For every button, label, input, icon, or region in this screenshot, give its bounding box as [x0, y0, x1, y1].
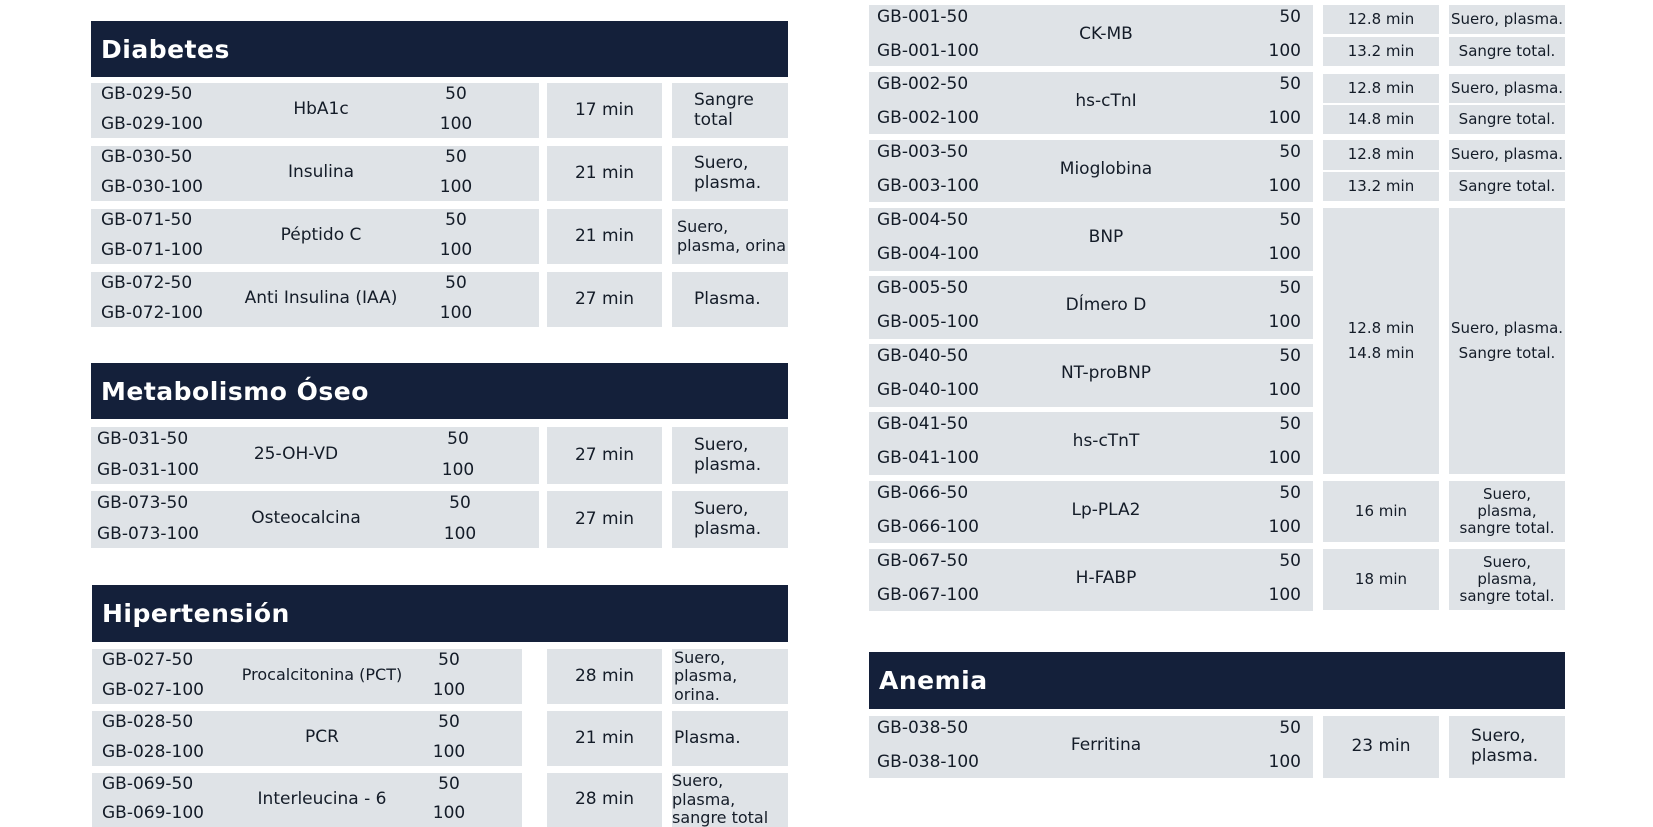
- product-code-100: GB-041-100: [877, 448, 979, 468]
- sample-type-100: Sangre total.: [1449, 172, 1565, 201]
- table-row: [91, 427, 539, 484]
- analyte-name: Anti Insulina (IAA): [244, 288, 398, 308]
- product-code-50: GB-073-50: [97, 493, 189, 513]
- quantity-50: 50: [1279, 278, 1301, 298]
- assay-time: 23 min: [1323, 716, 1439, 778]
- product-code-50: GB-040-50: [877, 346, 969, 366]
- quantity-100: 100: [432, 742, 466, 762]
- analyte-name: Insulina: [287, 162, 355, 182]
- product-code-50: GB-001-50: [877, 7, 969, 27]
- product-code-100: GB-071-100: [101, 240, 203, 260]
- table-row: [869, 208, 1313, 271]
- product-code-100: GB-073-100: [97, 524, 199, 544]
- table-row: [91, 146, 539, 201]
- sample-type-group: [1449, 208, 1565, 474]
- product-code-50: GB-028-50: [102, 712, 194, 732]
- sample-type: Plasma.: [672, 711, 788, 766]
- analyte-name: Lp-PLA2: [1071, 500, 1141, 520]
- product-code-100: GB-069-100: [102, 803, 204, 823]
- analyte-name: Mioglobina: [1059, 159, 1153, 179]
- quantity-50: 50: [1279, 210, 1301, 230]
- product-code-50: GB-029-50: [101, 84, 193, 104]
- analyte-name: HbA1c: [293, 99, 349, 119]
- quantity-50: 50: [1279, 718, 1301, 738]
- product-code-50: GB-005-50: [877, 278, 969, 298]
- assay-time-100: 13.2 min: [1323, 172, 1439, 201]
- quantity-100: 100: [1268, 108, 1301, 128]
- sample-type: Sangre total: [672, 83, 788, 138]
- sample-type: Plasma.: [672, 272, 788, 327]
- quantity-100: 100: [439, 177, 473, 197]
- table-row: [869, 412, 1313, 475]
- quantity-100: 100: [1268, 517, 1301, 537]
- quantity-50: 50: [438, 650, 460, 670]
- product-code-50: GB-004-50: [877, 210, 969, 230]
- quantity-50: 50: [447, 429, 469, 449]
- quantity-50: 50: [1279, 7, 1301, 27]
- quantity-50: 50: [445, 84, 467, 104]
- table-row: [92, 773, 522, 827]
- table-row: [869, 140, 1313, 202]
- analyte-name: DÍmero D: [1065, 295, 1147, 315]
- quantity-100: 100: [1268, 752, 1301, 772]
- table-row: [91, 209, 539, 264]
- assay-time-50: 12.8 min: [1323, 74, 1439, 103]
- quantity-50: 50: [438, 774, 460, 794]
- analyte-name: 25-OH-VD: [253, 444, 339, 464]
- product-code-100: GB-004-100: [877, 244, 979, 264]
- sample-type: Suero, plasma.: [672, 427, 788, 484]
- quantity-50: 50: [1279, 74, 1301, 94]
- product-code-100: GB-072-100: [101, 303, 203, 323]
- section-header-anemia: Anemia: [869, 652, 1565, 709]
- table-row: [869, 481, 1313, 543]
- analyte-name: CK-MB: [1079, 24, 1133, 44]
- quantity-50: 50: [438, 712, 460, 732]
- quantity-100: 100: [1268, 41, 1301, 61]
- sample-type-100: Sangre total.: [1449, 37, 1565, 66]
- analyte-name: H-FABP: [1075, 568, 1137, 588]
- product-code-50: GB-071-50: [101, 210, 193, 230]
- assay-time: 21 min: [547, 209, 662, 264]
- quantity-100: 100: [439, 114, 473, 134]
- product-code-100: GB-027-100: [102, 680, 204, 700]
- assay-time-50: 12.8 min: [1323, 5, 1439, 34]
- table-row: [869, 72, 1313, 134]
- quantity-100: 100: [432, 680, 466, 700]
- product-code-100: GB-029-100: [101, 114, 203, 134]
- sample-type-100: Sangre total.: [1458, 344, 1556, 362]
- quantity-100: 100: [439, 240, 473, 260]
- quantity-50: 50: [1279, 346, 1301, 366]
- assay-time: 28 min: [547, 649, 662, 704]
- product-code-50: GB-003-50: [877, 142, 969, 162]
- quantity-50: 50: [445, 273, 467, 293]
- product-code-50: GB-031-50: [97, 429, 189, 449]
- sample-type: Suero, plasma.: [1449, 716, 1565, 778]
- quantity-100: 100: [1268, 244, 1301, 264]
- product-code-50: GB-072-50: [101, 273, 193, 293]
- quantity-50: 50: [1279, 414, 1301, 434]
- analyte-name: hs-cTnI: [1075, 91, 1137, 111]
- assay-time: 27 min: [547, 491, 662, 548]
- sample-type: Suero, plasma, sangre total: [672, 773, 788, 827]
- product-code-100: GB-002-100: [877, 108, 979, 128]
- quantity-50: 50: [449, 493, 471, 513]
- quantity-100: 100: [441, 460, 475, 480]
- analyte-name: hs-cTnT: [1072, 431, 1140, 451]
- sample-type-50: Suero, plasma.: [1449, 140, 1565, 170]
- table-row: [869, 344, 1313, 407]
- product-code-100: GB-003-100: [877, 176, 979, 196]
- quantity-100: 100: [1268, 448, 1301, 468]
- product-code-100: GB-067-100: [877, 585, 979, 605]
- assay-time-100: 14.8 min: [1323, 105, 1439, 134]
- assay-time: 21 min: [547, 146, 662, 201]
- assay-time: 16 min: [1323, 481, 1439, 542]
- section-header-hipertension: Hipertensión: [92, 585, 788, 642]
- sample-type-50: Suero, plasma.: [1449, 74, 1565, 103]
- sample-type: Suero, plasma, orina.: [672, 649, 788, 704]
- sample-type-100: Sangre total.: [1449, 105, 1565, 134]
- analyte-name: NT-proBNP: [1060, 363, 1152, 383]
- quantity-100: 100: [1268, 585, 1301, 605]
- assay-time: 21 min: [547, 711, 662, 766]
- product-code-50: GB-067-50: [877, 551, 969, 571]
- product-code-100: GB-040-100: [877, 380, 979, 400]
- table-row: [91, 491, 539, 548]
- quantity-100: 100: [1268, 176, 1301, 196]
- table-row: [869, 716, 1313, 778]
- product-code-100: GB-031-100: [97, 460, 199, 480]
- assay-time-100: 13.2 min: [1323, 37, 1439, 66]
- assay-time: 18 min: [1323, 549, 1439, 610]
- analyte-name: Interleucina - 6: [257, 789, 387, 809]
- product-code-50: GB-041-50: [877, 414, 969, 434]
- quantity-50: 50: [1279, 551, 1301, 571]
- analyte-name: Osteocalcina: [251, 508, 361, 528]
- assay-time: 28 min: [547, 773, 662, 827]
- assay-time: 27 min: [547, 427, 662, 484]
- analyte-name: Procalcitonina (PCT): [241, 665, 403, 684]
- sample-type: Suero, plasma, sangre total.: [1449, 481, 1565, 542]
- section-header-metabolismo-oseo: Metabolismo Óseo: [91, 363, 788, 419]
- product-code-50: GB-066-50: [877, 483, 969, 503]
- table-row: [869, 549, 1313, 611]
- sample-type: Suero, plasma, orina: [672, 209, 788, 264]
- sample-type: Suero, plasma, sangre total.: [1449, 549, 1565, 610]
- quantity-100: 100: [439, 303, 473, 323]
- quantity-100: 100: [443, 524, 477, 544]
- assay-time-50: 12.8 min: [1347, 318, 1415, 337]
- quantity-50: 50: [1279, 142, 1301, 162]
- product-code-50: GB-069-50: [102, 774, 194, 794]
- product-code-50: GB-027-50: [102, 650, 194, 670]
- sample-type-50: Suero, plasma.: [1449, 5, 1565, 34]
- analyte-name: PCR: [305, 727, 339, 747]
- quantity-100: 100: [1268, 380, 1301, 400]
- product-code-100: GB-066-100: [877, 517, 979, 537]
- table-row: [869, 276, 1313, 339]
- section-header-diabetes: Diabetes: [91, 21, 788, 77]
- table-row: [91, 83, 539, 138]
- product-code-50: GB-002-50: [877, 74, 969, 94]
- quantity-50: 50: [445, 147, 467, 167]
- product-code-50: GB-030-50: [101, 147, 193, 167]
- sample-type: Suero, plasma.: [672, 491, 788, 548]
- quantity-100: 100: [1268, 312, 1301, 332]
- product-code-100: GB-001-100: [877, 41, 979, 61]
- product-code-100: GB-005-100: [877, 312, 979, 332]
- assay-time-group: [1323, 208, 1439, 474]
- assay-time-50: 12.8 min: [1323, 140, 1439, 170]
- quantity-100: 100: [432, 803, 466, 823]
- table-row: [91, 272, 539, 327]
- table-row: [869, 5, 1313, 66]
- assay-time: 27 min: [547, 272, 662, 327]
- table-row: [92, 711, 522, 766]
- product-code-100: GB-038-100: [877, 752, 979, 772]
- quantity-50: 50: [445, 210, 467, 230]
- product-code-50: GB-038-50: [877, 718, 969, 738]
- sample-type: Suero, plasma.: [672, 146, 788, 201]
- table-row: [92, 649, 522, 704]
- product-code-100: GB-030-100: [101, 177, 203, 197]
- quantity-50: 50: [1279, 483, 1301, 503]
- assay-time-100: 14.8 min: [1347, 344, 1415, 362]
- analyte-name: BNP: [1088, 227, 1124, 247]
- analyte-name: Ferritina: [1070, 735, 1142, 755]
- assay-time: 17 min: [547, 83, 662, 138]
- product-code-100: GB-028-100: [102, 742, 204, 762]
- sample-type-50: Suero, plasma.: [1450, 318, 1564, 337]
- analyte-name: Péptido C: [280, 225, 362, 245]
